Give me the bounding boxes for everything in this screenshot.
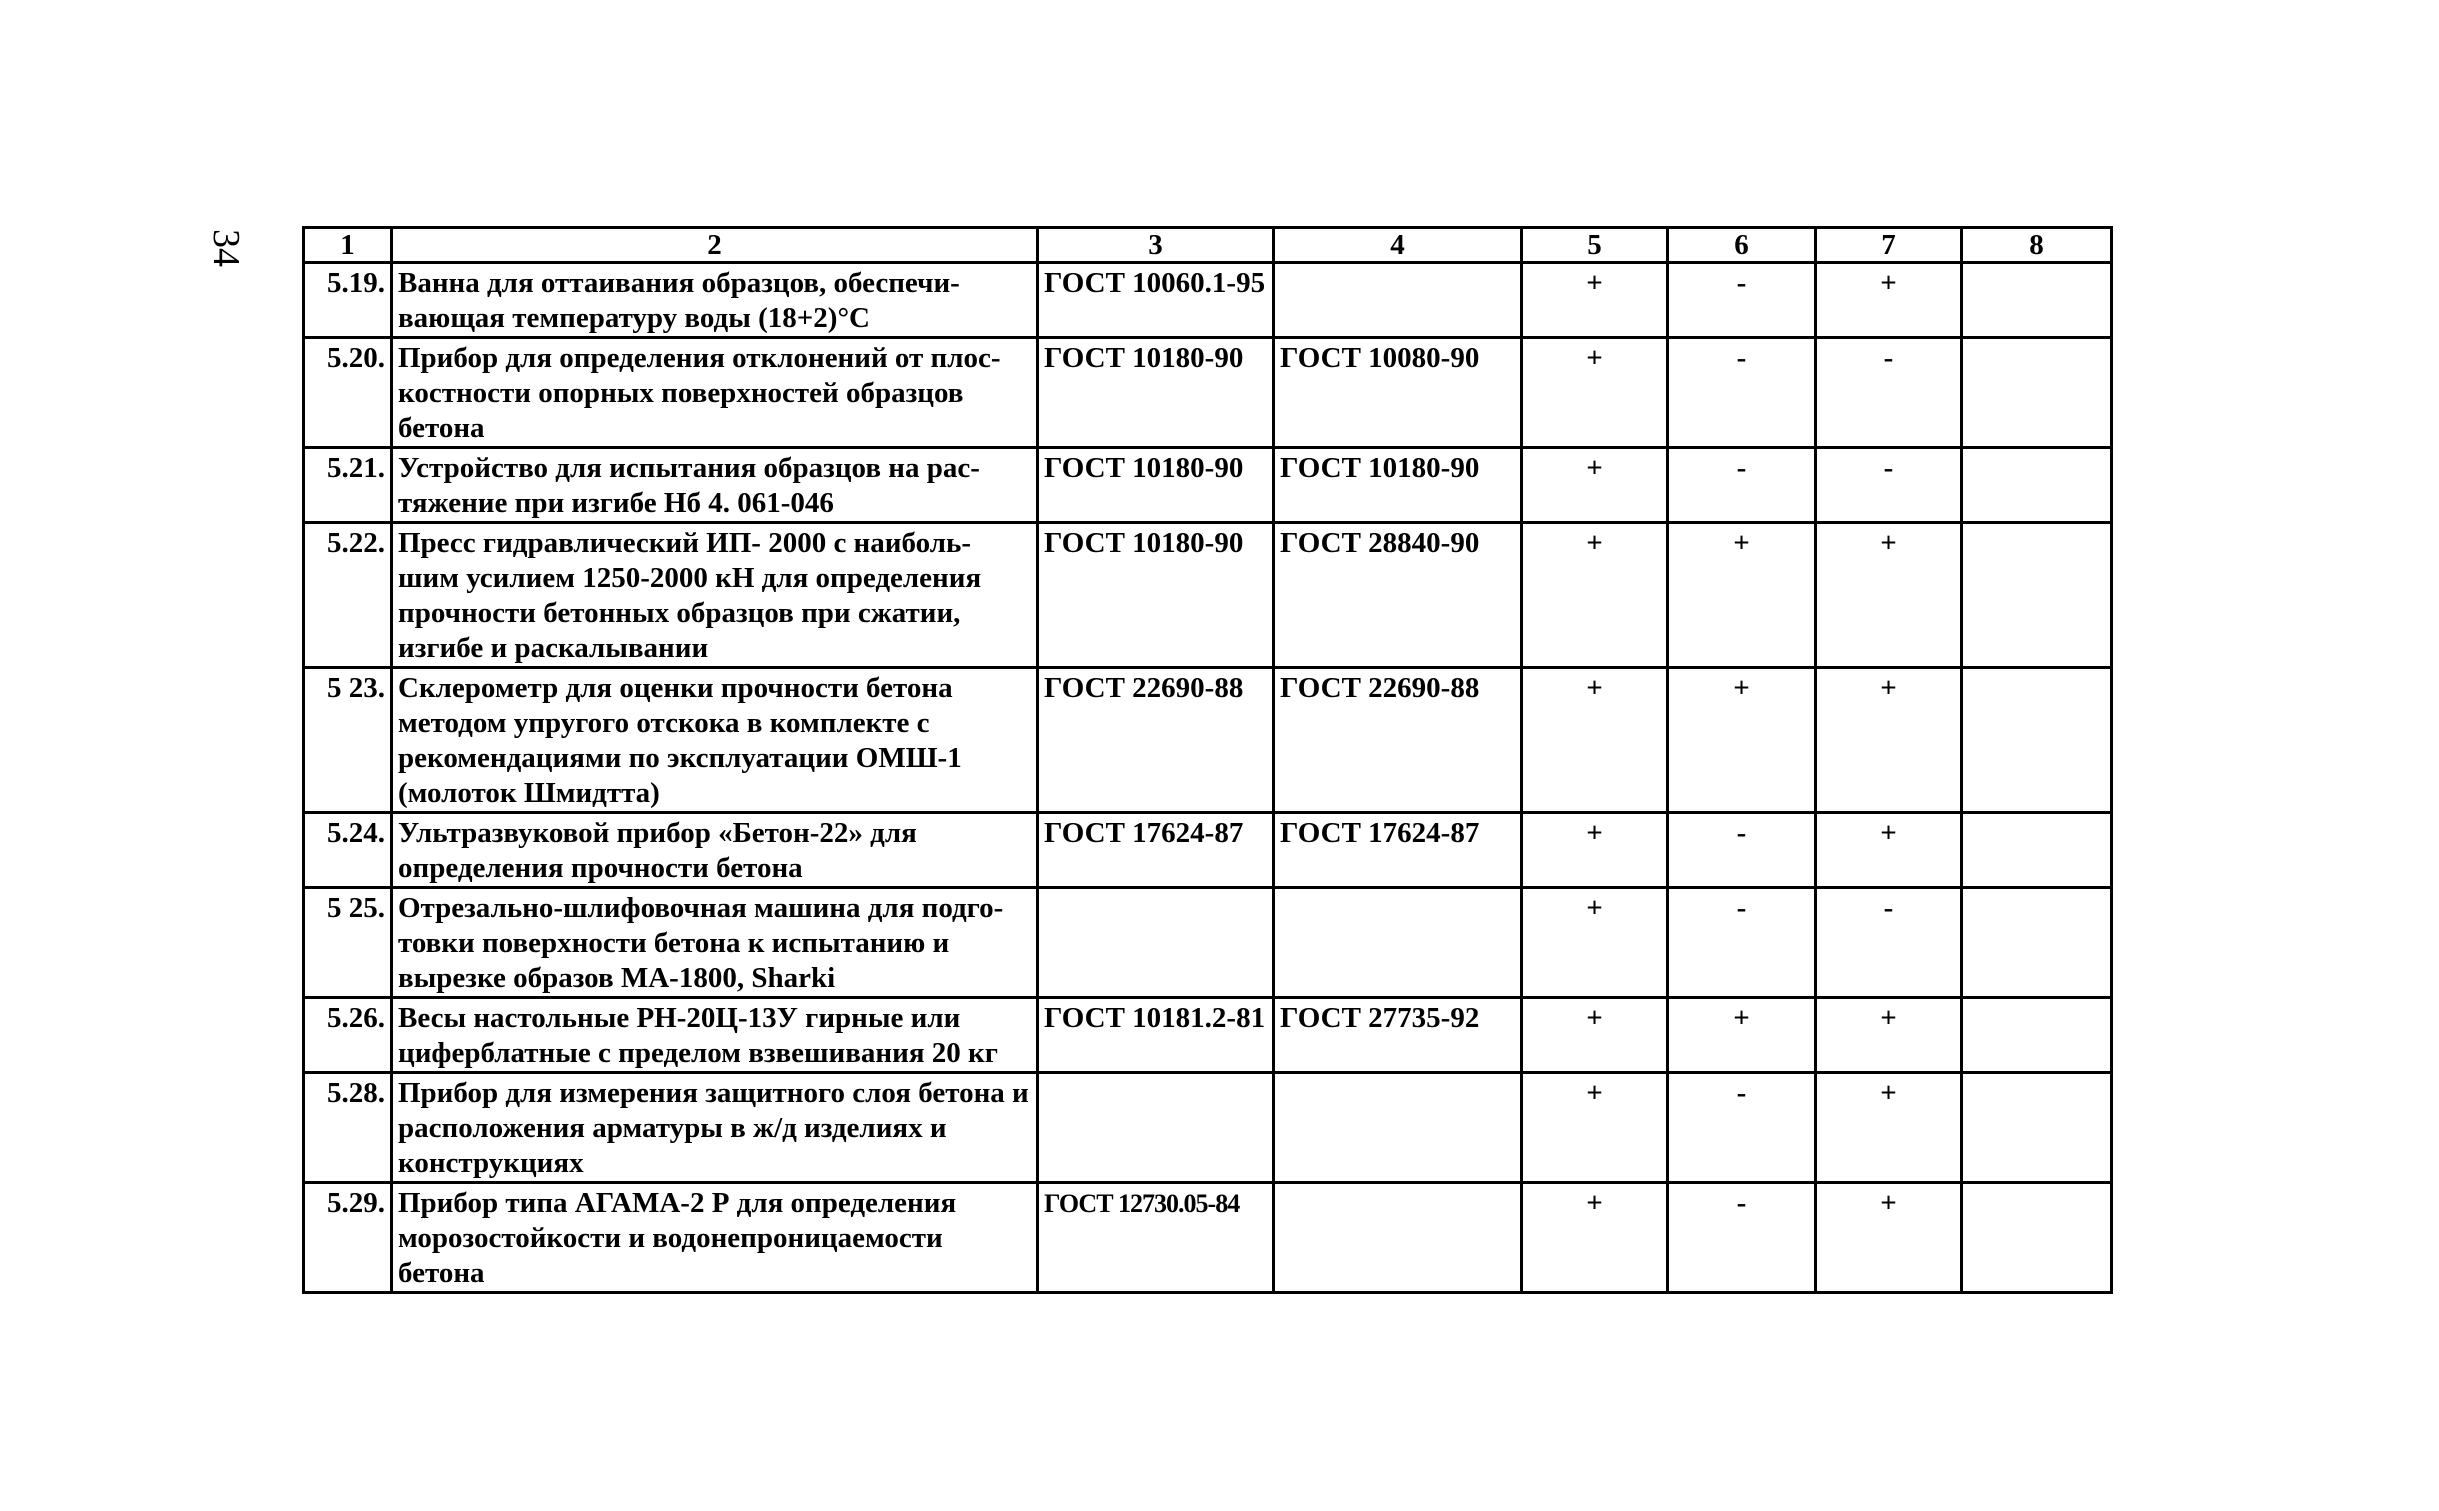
item-description: Склерометр для оценки прочности бетона методом упругого отскока в комплекте с рекомендациями по эксплуатации ОМШ-1 (молоток Шмидтта) — [392, 668, 1038, 813]
gost-reference-4 — [1274, 263, 1522, 338]
gost-reference-4 — [1274, 1073, 1522, 1183]
mark-col-8 — [1962, 668, 2112, 813]
gost-reference-4: ГОСТ 10180-90 — [1274, 448, 1522, 523]
mark-col-6: - — [1668, 448, 1816, 523]
mark-col-6: + — [1668, 523, 1816, 668]
item-description: Прибор для измерения защитного слоя бетона и расположения арматуры в ж/д изделиях и конструкциях — [392, 1073, 1038, 1183]
table-header-row — [304, 228, 2112, 263]
mark-col-8 — [1962, 523, 2112, 668]
mark-col-5: + — [1522, 523, 1668, 668]
column-header: 3 — [1038, 228, 1274, 263]
item-description: Устройство для испытания образцов на рас-тяжение при изгибе Нб 4. 061-046 — [392, 448, 1038, 523]
table-row — [304, 1183, 2112, 1293]
item-number: 5.28. — [304, 1073, 392, 1183]
item-description: Ванна для оттаивания образцов, обеспечи-вающая температуру воды (18+2)°С — [392, 263, 1038, 338]
mark-col-5: + — [1522, 1073, 1668, 1183]
equipment-table — [302, 226, 2113, 1294]
item-number: 5.26. — [304, 998, 392, 1073]
mark-col-5: + — [1522, 338, 1668, 448]
mark-col-8 — [1962, 448, 2112, 523]
mark-col-5: + — [1522, 448, 1668, 523]
item-description: Прибор типа АГАМА-2 Р для определения морозостойкости и водонепроницаемости бетона — [392, 1183, 1038, 1293]
item-number: 5.24. — [304, 813, 392, 888]
column-header: 6 — [1668, 228, 1816, 263]
mark-col-5: + — [1522, 263, 1668, 338]
table-row — [304, 668, 2112, 813]
mark-col-8 — [1962, 1073, 2112, 1183]
mark-col-7: + — [1816, 668, 1962, 813]
column-header: 4 — [1274, 228, 1522, 263]
gost-reference-4 — [1274, 1183, 1522, 1293]
gost-reference-3: ГОСТ 10180-90 — [1038, 338, 1274, 448]
table-row — [304, 1073, 2112, 1183]
mark-col-8 — [1962, 1183, 2112, 1293]
table-row — [304, 523, 2112, 668]
table-row — [304, 338, 2112, 448]
mark-col-5: + — [1522, 998, 1668, 1073]
gost-reference-3: ГОСТ 12730.05-84 — [1038, 1183, 1274, 1293]
mark-col-8 — [1962, 338, 2112, 448]
mark-col-7: + — [1816, 998, 1962, 1073]
item-description: Пресс гидравлический ИП- 2000 с наиболь-шим усилием 1250-2000 кН для определения прочности бетонных образцов при сжатии, изгибе и раскалывании — [392, 523, 1038, 668]
item-number: 5 25. — [304, 888, 392, 998]
column-header: 7 — [1816, 228, 1962, 263]
column-header: 5 — [1522, 228, 1668, 263]
table-row — [304, 888, 2112, 998]
table-row — [304, 813, 2112, 888]
item-number: 5.19. — [304, 263, 392, 338]
gost-reference-3: ГОСТ 10060.1-95 — [1038, 263, 1274, 338]
mark-col-6: + — [1668, 998, 1816, 1073]
item-description: Отрезально-шлифовочная машина для подго-товки поверхности бетона к испытанию и вырезке образов МА-1800, Sharki — [392, 888, 1038, 998]
column-header: 2 — [392, 228, 1038, 263]
gost-reference-4: ГОСТ 17624-87 — [1274, 813, 1522, 888]
gost-reference-3: ГОСТ 10181.2-81 — [1038, 998, 1274, 1073]
mark-col-7: + — [1816, 1073, 1962, 1183]
mark-col-6: - — [1668, 813, 1816, 888]
gost-reference-4: ГОСТ 22690-88 — [1274, 668, 1522, 813]
gost-reference-3 — [1038, 1073, 1274, 1183]
table-row — [304, 998, 2112, 1073]
mark-col-5: + — [1522, 813, 1668, 888]
gost-reference-4 — [1274, 888, 1522, 998]
mark-col-7: - — [1816, 888, 1962, 998]
gost-reference-4: ГОСТ 27735-92 — [1274, 998, 1522, 1073]
mark-col-7: + — [1816, 263, 1962, 338]
item-number: 5.20. — [304, 338, 392, 448]
mark-col-7: - — [1816, 448, 1962, 523]
mark-col-7: + — [1816, 523, 1962, 668]
item-number: 5.29. — [304, 1183, 392, 1293]
column-header: 1 — [304, 228, 392, 263]
mark-col-6: - — [1668, 338, 1816, 448]
mark-col-7: + — [1816, 813, 1962, 888]
mark-col-6: - — [1668, 1073, 1816, 1183]
item-description: Прибор для определения отклонений от плос-костности опорных поверхностей образцов бетона — [392, 338, 1038, 448]
gost-reference-3 — [1038, 888, 1274, 998]
table-row — [304, 448, 2112, 523]
gost-reference-3: ГОСТ 10180-90 — [1038, 448, 1274, 523]
mark-col-6: + — [1668, 668, 1816, 813]
mark-col-6: - — [1668, 1183, 1816, 1293]
gost-reference-3: ГОСТ 22690-88 — [1038, 668, 1274, 813]
mark-col-5: + — [1522, 668, 1668, 813]
mark-col-6: - — [1668, 263, 1816, 338]
table-row — [304, 263, 2112, 338]
gost-reference-3: ГОСТ 17624-87 — [1038, 813, 1274, 888]
mark-col-7: + — [1816, 1183, 1962, 1293]
item-number: 5 23. — [304, 668, 392, 813]
gost-reference-4: ГОСТ 28840-90 — [1274, 523, 1522, 668]
item-number: 5.22. — [304, 523, 392, 668]
column-header: 8 — [1962, 228, 2112, 263]
mark-col-8 — [1962, 263, 2112, 338]
mark-col-8 — [1962, 813, 2112, 888]
mark-col-5: + — [1522, 1183, 1668, 1293]
page-number: 34 — [205, 229, 247, 267]
gost-reference-4: ГОСТ 10080-90 — [1274, 338, 1522, 448]
item-description: Ультразвуковой прибор «Бетон-22» для определения прочности бетона — [392, 813, 1038, 888]
mark-col-6: - — [1668, 888, 1816, 998]
mark-col-8 — [1962, 888, 2112, 998]
mark-col-7: - — [1816, 338, 1962, 448]
item-description: Весы настольные РН-20Ц-13У гирные или циферблатные с пределом взвешивания 20 кг — [392, 998, 1038, 1073]
gost-reference-3: ГОСТ 10180-90 — [1038, 523, 1274, 668]
mark-col-8 — [1962, 998, 2112, 1073]
mark-col-5: + — [1522, 888, 1668, 998]
item-number: 5.21. — [304, 448, 392, 523]
